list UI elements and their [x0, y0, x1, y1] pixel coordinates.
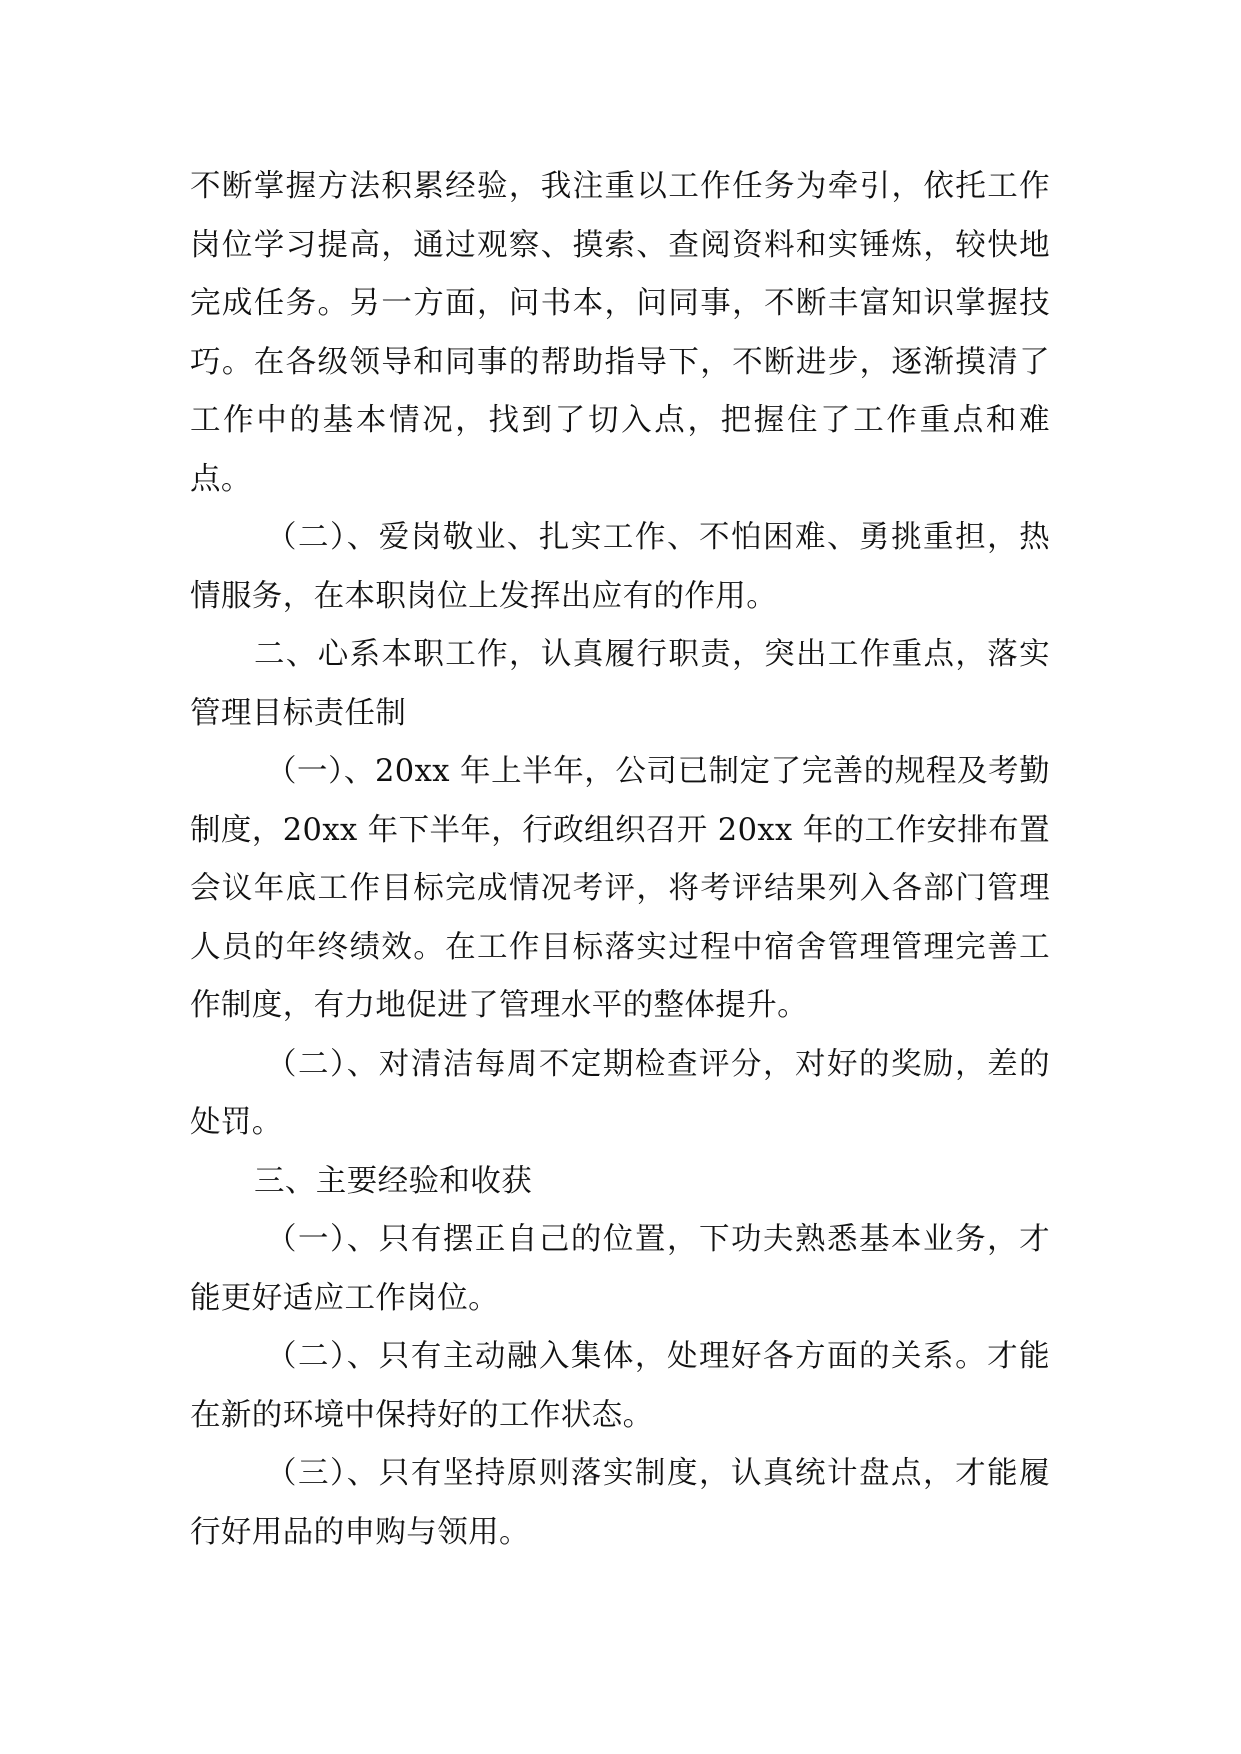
- paragraph-item-two-cleaning: （二）、对清洁每周不定期检查评分，对好的奖励，差的处罚。: [190, 1046, 1050, 1140]
- paragraph-item-one-position: （一）、只有摆正自己的位置，下功夫熟悉基本业务，才能更好适应工作岗位。: [190, 1222, 1050, 1316]
- section-heading-three: 三、主要经验和收获: [254, 1163, 533, 1199]
- paragraph-item-one-rules: （一）、20xx 年上半年，公司已制定了完善的规程及考勤制度，20xx 年下半年，行政组织召开 20xx 年的工作安排布置会议年底工作目标完成情况考评，将考评结果列入各部门管理人员的年终绩效。在工作目标落实过程中宿舍管理管理完善工作制度，有力地促进了管理水平的整体提升。: [190, 754, 1050, 1023]
- paragraph-item-two-collective: （二）、只有主动融入集体，处理好各方面的关系。才能在新的环境中保持好的工作状态。: [190, 1339, 1050, 1433]
- paragraph-continuation: 不断掌握方法积累经验，我注重以工作任务为牵引，依托工作岗位学习提高，通过观察、摸索、查阅资料和实锤炼，较快地完成任务。另一方面，问书本，问同事，不断丰富知识掌握技巧。在各级领导和同事的帮助指导下，不断进步，逐渐摸清了工作中的基本情况，找到了切入点，把握住了工作重点和难点。: [190, 169, 1050, 497]
- document-body: [190, 158, 1050, 1562]
- paragraph-item-two-dedication: （二）、爱岗敬业、扎实工作、不怕困难、勇挑重担，热情服务，在本职岗位上发挥出应有的作用。: [190, 520, 1050, 614]
- paragraph-item-three-principles: （三）、只有坚持原则落实制度，认真统计盘点，才能履行好用品的申购与领用。: [190, 1456, 1050, 1550]
- section-heading-two: 二、心系本职工作，认真履行职责，突出工作重点，落实管理目标责任制: [190, 637, 1050, 731]
